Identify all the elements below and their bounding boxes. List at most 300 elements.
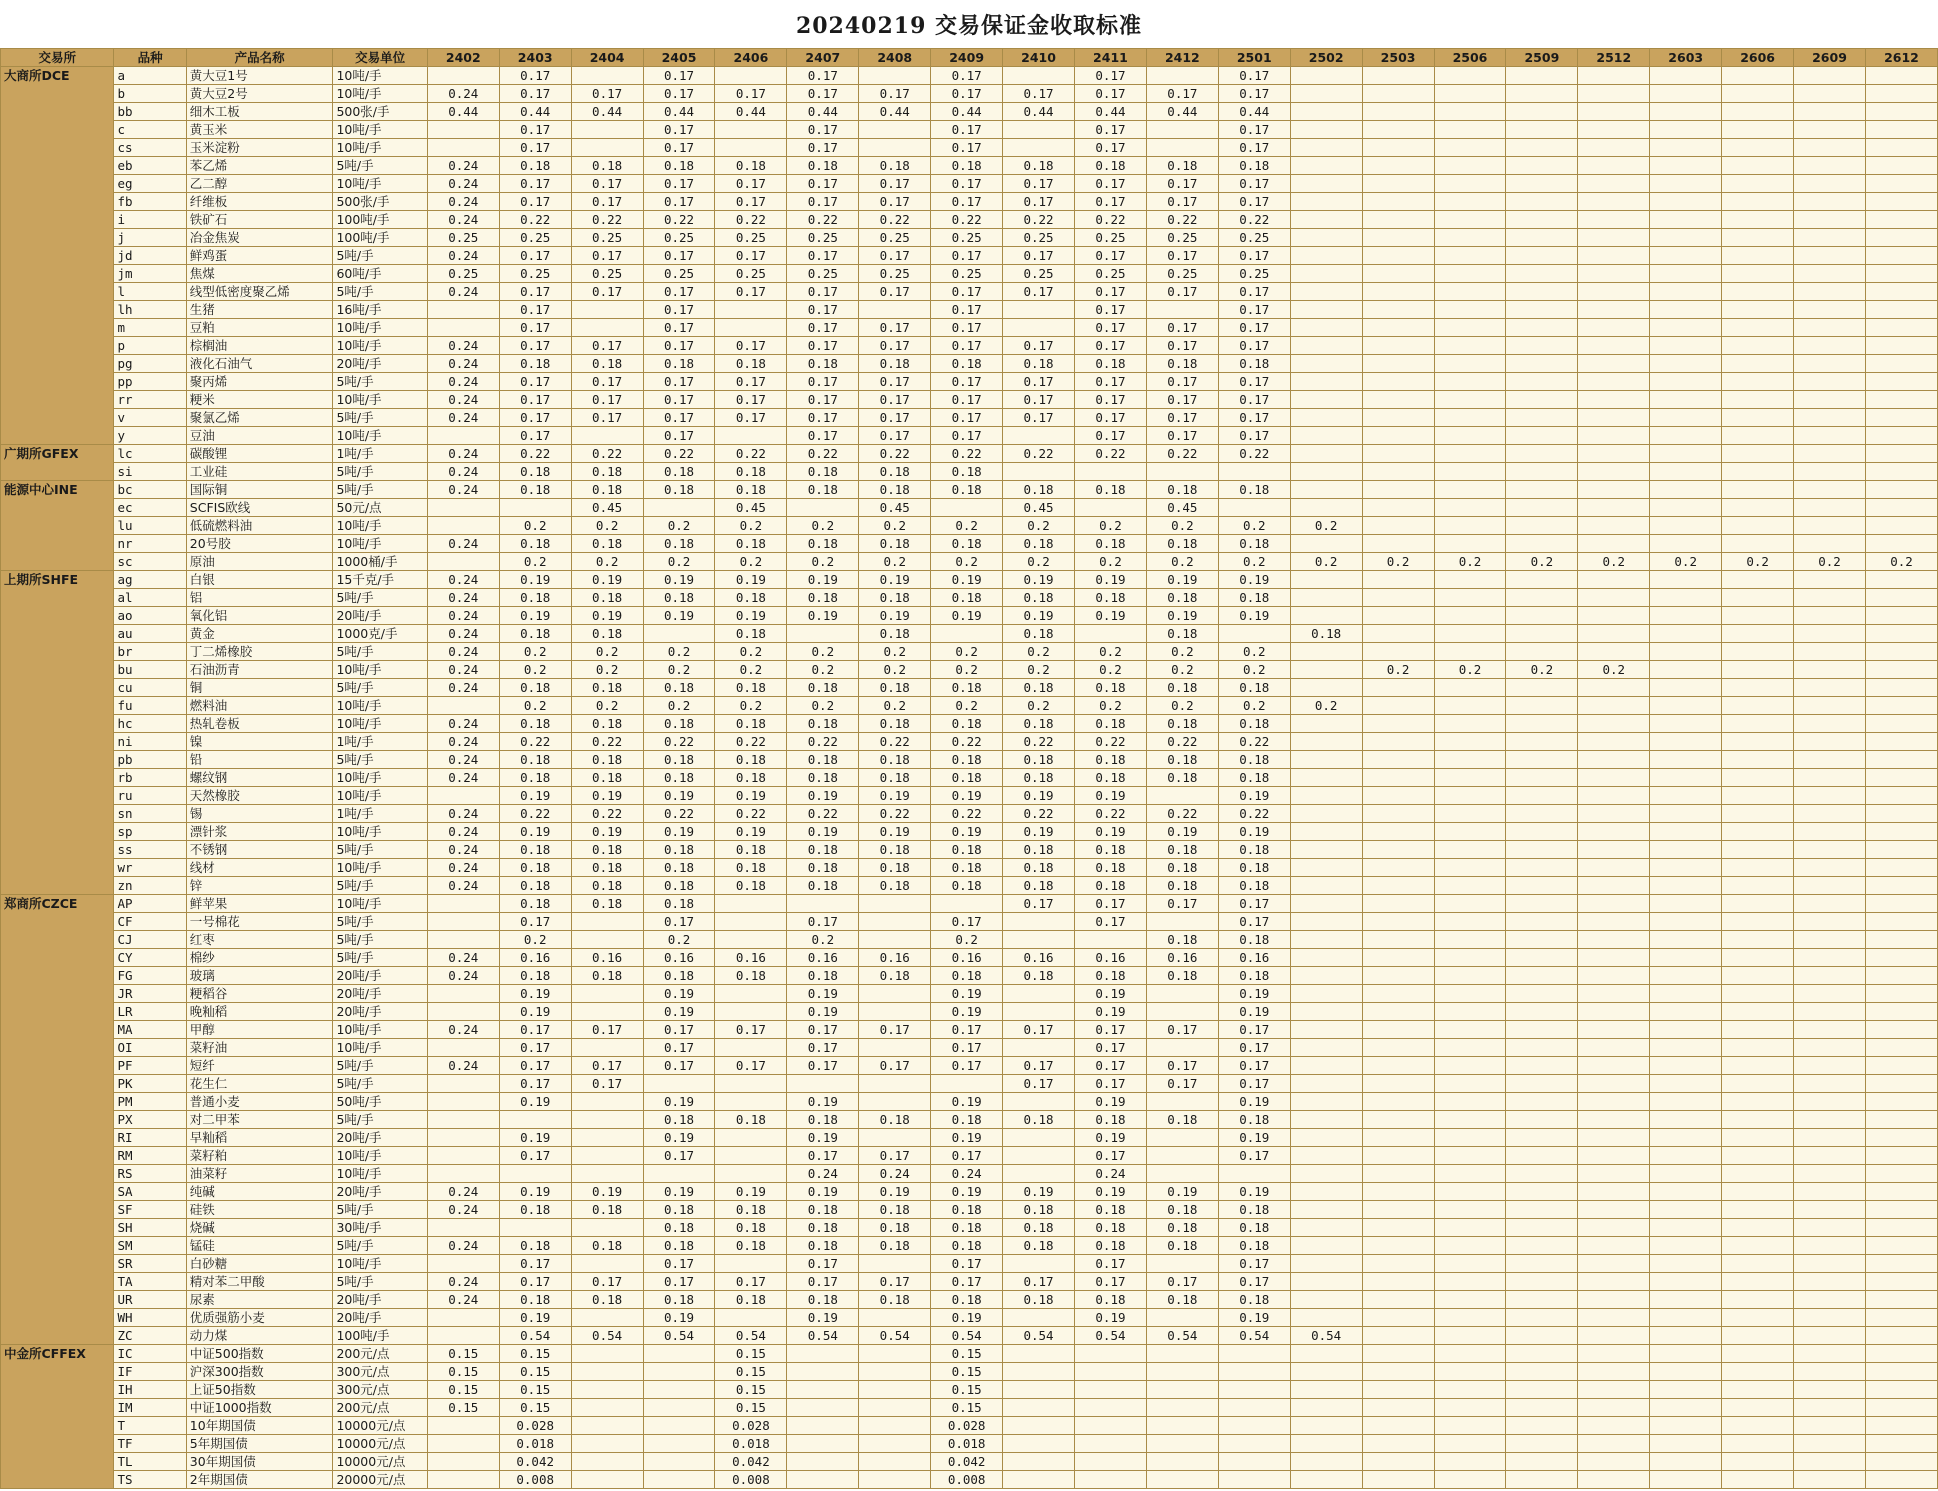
table-row	[1, 733, 1938, 751]
margin-cell	[1434, 1129, 1506, 1147]
margin-cell: 0.2	[643, 931, 715, 949]
product-name: 细木工板	[186, 103, 333, 121]
margin-cell	[1650, 1309, 1722, 1327]
margin-cell	[1075, 1381, 1147, 1399]
margin-cell	[1865, 715, 1937, 733]
margin-cell	[1434, 391, 1506, 409]
margin-cell	[715, 895, 787, 913]
product-code: LR	[114, 1003, 186, 1021]
margin-cell	[1794, 967, 1866, 985]
margin-cell	[1506, 1345, 1578, 1363]
margin-cell: 0.44	[1003, 103, 1075, 121]
margin-cell	[571, 931, 643, 949]
margin-cell: 0.19	[499, 571, 571, 589]
margin-cell	[1865, 301, 1937, 319]
margin-cell: 0.18	[1003, 769, 1075, 787]
margin-cell	[1003, 1165, 1075, 1183]
margin-cell: 0.24	[427, 175, 499, 193]
margin-cell	[1578, 571, 1650, 589]
margin-cell: 0.17	[1003, 409, 1075, 427]
trade-unit: 5吨/手	[333, 409, 427, 427]
margin-cell: 0.17	[1075, 895, 1147, 913]
margin-cell	[1650, 1003, 1722, 1021]
margin-cell	[1434, 967, 1506, 985]
margin-cell	[1650, 85, 1722, 103]
margin-cell	[1722, 661, 1794, 679]
margin-cell	[1506, 1417, 1578, 1435]
trade-unit: 5吨/手	[333, 589, 427, 607]
margin-cell: 0.18	[931, 157, 1003, 175]
table-row	[1, 337, 1938, 355]
margin-cell	[1290, 1129, 1362, 1147]
margin-cell	[1146, 1165, 1218, 1183]
margin-cell: 0.17	[787, 409, 859, 427]
margin-cell	[787, 1417, 859, 1435]
margin-cell	[1290, 175, 1362, 193]
margin-cell	[1650, 895, 1722, 913]
margin-cell	[1434, 1471, 1506, 1489]
margin-cell: 0.18	[859, 751, 931, 769]
margin-cell	[427, 1093, 499, 1111]
product-code: SH	[114, 1219, 186, 1237]
margin-cell: 0.18	[1003, 1291, 1075, 1309]
table-row	[1, 697, 1938, 715]
margin-cell	[1506, 193, 1578, 211]
margin-cell: 0.17	[715, 1057, 787, 1075]
margin-cell	[1865, 319, 1937, 337]
margin-cell	[715, 985, 787, 1003]
margin-cell	[1865, 913, 1937, 931]
margin-cell: 0.22	[1003, 805, 1075, 823]
margin-cell: 0.22	[931, 445, 1003, 463]
margin-cell: 0.19	[643, 1003, 715, 1021]
margin-cell: 0.17	[1075, 391, 1147, 409]
margin-cell	[1578, 1255, 1650, 1273]
margin-cell: 0.17	[643, 913, 715, 931]
margin-cell: 0.2	[1578, 661, 1650, 679]
margin-cell	[1434, 679, 1506, 697]
margin-cell	[1506, 1147, 1578, 1165]
margin-cell	[1578, 1309, 1650, 1327]
margin-cell	[1722, 1003, 1794, 1021]
margin-cell	[1865, 733, 1937, 751]
product-name: 黄玉米	[186, 121, 333, 139]
margin-cell	[1650, 1291, 1722, 1309]
margin-cell: 0.19	[1003, 787, 1075, 805]
margin-cell: 0.17	[643, 373, 715, 391]
margin-cell	[1865, 139, 1937, 157]
margin-cell: 0.18	[787, 1291, 859, 1309]
margin-cell: 0.17	[571, 1075, 643, 1093]
margin-cell	[1578, 1075, 1650, 1093]
margin-cell	[1794, 535, 1866, 553]
margin-cell	[1434, 769, 1506, 787]
trade-unit: 10000元/点	[333, 1453, 427, 1471]
table-row	[1, 409, 1938, 427]
product-code: PK	[114, 1075, 186, 1093]
margin-cell	[1722, 1417, 1794, 1435]
margin-cell: 0.24	[787, 1165, 859, 1183]
margin-cell	[1794, 121, 1866, 139]
margin-cell: 0.2	[1434, 661, 1506, 679]
margin-cell: 0.18	[1075, 1291, 1147, 1309]
margin-cell: 0.19	[931, 571, 1003, 589]
margin-cell	[1434, 355, 1506, 373]
margin-cell	[1865, 535, 1937, 553]
product-name: 国际铜	[186, 481, 333, 499]
trade-unit: 100吨/手	[333, 1327, 427, 1345]
margin-cell	[1362, 1345, 1434, 1363]
margin-cell	[427, 1219, 499, 1237]
margin-cell: 0.54	[787, 1327, 859, 1345]
margin-cell	[1578, 1399, 1650, 1417]
margin-cell: 0.15	[931, 1363, 1003, 1381]
margin-cell	[1578, 877, 1650, 895]
margin-cell	[1506, 301, 1578, 319]
margin-cell: 0.54	[1146, 1327, 1218, 1345]
column-header: 2404	[571, 49, 643, 67]
margin-cell	[1722, 1129, 1794, 1147]
margin-cell	[1506, 913, 1578, 931]
margin-cell	[1290, 1237, 1362, 1255]
margin-cell	[1290, 1417, 1362, 1435]
margin-cell: 0.22	[1003, 445, 1075, 463]
margin-cell: 0.17	[715, 193, 787, 211]
margin-cell	[1578, 1273, 1650, 1291]
margin-cell: 0.17	[1003, 193, 1075, 211]
margin-cell	[1362, 247, 1434, 265]
margin-cell	[1722, 1309, 1794, 1327]
margin-cell	[1722, 247, 1794, 265]
product-name: 尿素	[186, 1291, 333, 1309]
margin-cell	[1722, 85, 1794, 103]
margin-cell: 0.22	[571, 733, 643, 751]
margin-cell	[715, 1165, 787, 1183]
margin-cell: 0.18	[499, 841, 571, 859]
margin-cell	[1722, 481, 1794, 499]
margin-cell: 0.19	[1218, 787, 1290, 805]
margin-cell	[571, 1129, 643, 1147]
margin-cell	[1506, 517, 1578, 535]
margin-cell	[1362, 1363, 1434, 1381]
margin-cell	[1146, 1003, 1218, 1021]
column-header: 2412	[1146, 49, 1218, 67]
margin-cell	[1865, 877, 1937, 895]
table-row	[1, 157, 1938, 175]
trade-unit: 10吨/手	[333, 427, 427, 445]
margin-cell	[1434, 535, 1506, 553]
margin-cell: 0.54	[1290, 1327, 1362, 1345]
product-name: 粳米	[186, 391, 333, 409]
margin-cell	[1650, 121, 1722, 139]
margin-cell	[859, 1363, 931, 1381]
margin-cell	[1650, 319, 1722, 337]
margin-cell	[1650, 1471, 1722, 1489]
margin-cell: 0.18	[787, 841, 859, 859]
table-row	[1, 319, 1938, 337]
margin-cell	[1362, 517, 1434, 535]
margin-cell: 0.17	[1075, 373, 1147, 391]
margin-cell: 0.17	[931, 337, 1003, 355]
trade-unit: 5吨/手	[333, 751, 427, 769]
margin-cell: 0.19	[859, 571, 931, 589]
margin-cell: 0.17	[787, 337, 859, 355]
margin-cell: 0.18	[1075, 859, 1147, 877]
margin-cell: 0.19	[1218, 985, 1290, 1003]
margin-cell	[1003, 1129, 1075, 1147]
margin-cell	[1146, 1381, 1218, 1399]
column-header: 2402	[427, 49, 499, 67]
margin-cell: 0.2	[1722, 553, 1794, 571]
margin-cell	[427, 1471, 499, 1489]
margin-cell	[1865, 805, 1937, 823]
margin-cell	[1722, 427, 1794, 445]
margin-cell: 0.24	[427, 247, 499, 265]
trade-unit: 20000元/点	[333, 1471, 427, 1489]
product-name: 鲜鸡蛋	[186, 247, 333, 265]
margin-cell	[1218, 499, 1290, 517]
margin-cell	[1290, 805, 1362, 823]
margin-cell	[1434, 1399, 1506, 1417]
margin-cell	[1003, 319, 1075, 337]
table-body	[1, 67, 1938, 1489]
margin-cell	[643, 499, 715, 517]
margin-cell	[1290, 247, 1362, 265]
margin-cell: 0.17	[1075, 1255, 1147, 1273]
margin-cell: 0.2	[643, 643, 715, 661]
product-name: 中证500指数	[186, 1345, 333, 1363]
table-row	[1, 661, 1938, 679]
column-header: 2411	[1075, 49, 1147, 67]
margin-cell: 0.17	[1218, 1273, 1290, 1291]
trade-unit: 10吨/手	[333, 139, 427, 157]
margin-cell: 0.17	[931, 373, 1003, 391]
margin-cell: 0.2	[787, 697, 859, 715]
margin-cell: 0.17	[571, 337, 643, 355]
product-code: SR	[114, 1255, 186, 1273]
margin-cell	[1794, 247, 1866, 265]
margin-cell: 0.18	[499, 463, 571, 481]
margin-cell: 0.18	[1075, 841, 1147, 859]
product-name: 螺纹钢	[186, 769, 333, 787]
margin-cell	[1434, 1183, 1506, 1201]
margin-cell: 0.18	[1003, 625, 1075, 643]
column-header: 2606	[1722, 49, 1794, 67]
margin-cell: 0.18	[859, 841, 931, 859]
margin-cell	[1434, 1021, 1506, 1039]
margin-cell: 0.17	[499, 301, 571, 319]
margin-cell: 0.18	[1218, 1219, 1290, 1237]
margin-cell: 0.24	[427, 391, 499, 409]
product-name: 原油	[186, 553, 333, 571]
margin-cell: 0.2	[1003, 697, 1075, 715]
table-row	[1, 589, 1938, 607]
product-code: v	[114, 409, 186, 427]
table-row	[1, 1237, 1938, 1255]
margin-cell: 0.44	[1146, 103, 1218, 121]
margin-cell	[1362, 319, 1434, 337]
margin-cell	[859, 301, 931, 319]
margin-cell	[1506, 445, 1578, 463]
trade-unit: 10吨/手	[333, 319, 427, 337]
margin-cell: 0.17	[1075, 913, 1147, 931]
margin-cell	[1290, 445, 1362, 463]
margin-cell	[1722, 823, 1794, 841]
margin-cell	[1650, 517, 1722, 535]
margin-cell: 0.19	[715, 787, 787, 805]
margin-cell: 0.18	[571, 859, 643, 877]
margin-cell: 0.17	[1146, 427, 1218, 445]
margin-cell: 0.19	[1218, 1003, 1290, 1021]
margin-cell	[1434, 427, 1506, 445]
margin-cell	[427, 913, 499, 931]
margin-cell	[1578, 103, 1650, 121]
margin-cell	[571, 1039, 643, 1057]
margin-cell	[1146, 1309, 1218, 1327]
margin-cell: 0.44	[427, 103, 499, 121]
margin-cell: 0.24	[427, 733, 499, 751]
table-row	[1, 1453, 1938, 1471]
trade-unit: 1000桶/手	[333, 553, 427, 571]
margin-cell	[1003, 139, 1075, 157]
margin-cell: 0.18	[787, 355, 859, 373]
margin-cell	[1434, 139, 1506, 157]
trade-unit: 10吨/手	[333, 1165, 427, 1183]
margin-cell: 0.16	[643, 949, 715, 967]
margin-cell: 0.17	[1218, 427, 1290, 445]
margin-cell	[1362, 1183, 1434, 1201]
margin-cell	[1578, 895, 1650, 913]
margin-cell	[1362, 301, 1434, 319]
margin-cell	[1578, 1327, 1650, 1345]
margin-cell: 0.18	[715, 1237, 787, 1255]
margin-cell: 0.2	[715, 697, 787, 715]
margin-cell: 0.22	[499, 805, 571, 823]
trade-unit: 50吨/手	[333, 1093, 427, 1111]
margin-cell	[787, 625, 859, 643]
margin-cell	[1794, 517, 1866, 535]
exchange-name: 上期所SHFE	[1, 571, 114, 895]
margin-cell	[1578, 1111, 1650, 1129]
margin-cell	[1578, 715, 1650, 733]
margin-cell: 0.17	[499, 175, 571, 193]
margin-cell: 0.19	[1218, 823, 1290, 841]
margin-cell	[1290, 373, 1362, 391]
margin-cell	[715, 931, 787, 949]
margin-cell: 0.18	[1003, 157, 1075, 175]
product-name: 石油沥青	[186, 661, 333, 679]
margin-cell: 0.18	[1218, 1201, 1290, 1219]
margin-cell	[1794, 67, 1866, 85]
margin-cell	[1722, 1075, 1794, 1093]
margin-cell	[1362, 913, 1434, 931]
product-name: 晚籼稻	[186, 1003, 333, 1021]
margin-cell: 0.17	[1218, 895, 1290, 913]
margin-cell: 0.2	[499, 517, 571, 535]
margin-cell	[1578, 445, 1650, 463]
table-row	[1, 445, 1938, 463]
margin-cell: 0.24	[427, 571, 499, 589]
margin-cell: 0.2	[1794, 553, 1866, 571]
margin-cell	[1865, 823, 1937, 841]
product-code: nr	[114, 535, 186, 553]
margin-cell: 0.17	[931, 409, 1003, 427]
product-name: 线材	[186, 859, 333, 877]
margin-cell	[1865, 1453, 1937, 1471]
margin-cell	[1722, 67, 1794, 85]
margin-cell: 0.18	[1075, 967, 1147, 985]
margin-cell: 0.2	[931, 553, 1003, 571]
margin-cell: 0.17	[643, 1147, 715, 1165]
margin-cell	[1506, 1039, 1578, 1057]
margin-cell: 0.18	[931, 967, 1003, 985]
margin-cell	[1506, 535, 1578, 553]
table-row	[1, 373, 1938, 391]
product-code: MA	[114, 1021, 186, 1039]
margin-cell: 0.17	[643, 427, 715, 445]
margin-cell	[1865, 1255, 1937, 1273]
product-code: eg	[114, 175, 186, 193]
margin-cell	[1578, 985, 1650, 1003]
margin-cell: 0.18	[1003, 1201, 1075, 1219]
margin-cell: 0.17	[787, 391, 859, 409]
margin-cell: 0.18	[1003, 1219, 1075, 1237]
margin-cell	[1362, 1453, 1434, 1471]
margin-cell	[1865, 1165, 1937, 1183]
margin-cell: 0.18	[715, 625, 787, 643]
margin-cell	[1578, 121, 1650, 139]
margin-cell	[1506, 985, 1578, 1003]
margin-cell: 0.18	[931, 1219, 1003, 1237]
margin-cell: 0.18	[1218, 967, 1290, 985]
product-code: lh	[114, 301, 186, 319]
margin-cell	[1578, 1471, 1650, 1489]
margin-cell	[1506, 1435, 1578, 1453]
margin-cell	[1362, 1057, 1434, 1075]
margin-cell	[1722, 121, 1794, 139]
product-code: p	[114, 337, 186, 355]
margin-cell: 0.18	[1003, 679, 1075, 697]
margin-cell: 0.2	[715, 661, 787, 679]
margin-cell	[1218, 1165, 1290, 1183]
margin-cell: 0.18	[931, 355, 1003, 373]
product-code: ni	[114, 733, 186, 751]
product-code: T	[114, 1417, 186, 1435]
margin-cell: 0.22	[787, 733, 859, 751]
margin-cell	[1865, 229, 1937, 247]
margin-cell	[715, 1075, 787, 1093]
margin-cell: 0.17	[499, 391, 571, 409]
margin-cell	[1506, 67, 1578, 85]
margin-cell	[1290, 1381, 1362, 1399]
margin-cell: 0.18	[859, 967, 931, 985]
margin-cell	[1865, 589, 1937, 607]
margin-cell	[1290, 193, 1362, 211]
margin-cell	[1794, 1201, 1866, 1219]
margin-cell: 0.2	[1075, 553, 1147, 571]
margin-cell	[1578, 319, 1650, 337]
margin-cell: 0.17	[1218, 193, 1290, 211]
margin-cell: 0.24	[427, 805, 499, 823]
margin-cell	[1290, 121, 1362, 139]
margin-cell	[427, 1453, 499, 1471]
trade-unit: 20吨/手	[333, 985, 427, 1003]
margin-cell	[1506, 1363, 1578, 1381]
margin-cell	[1290, 265, 1362, 283]
margin-cell: 0.18	[1003, 1111, 1075, 1129]
margin-cell	[1362, 265, 1434, 283]
margin-cell	[715, 301, 787, 319]
